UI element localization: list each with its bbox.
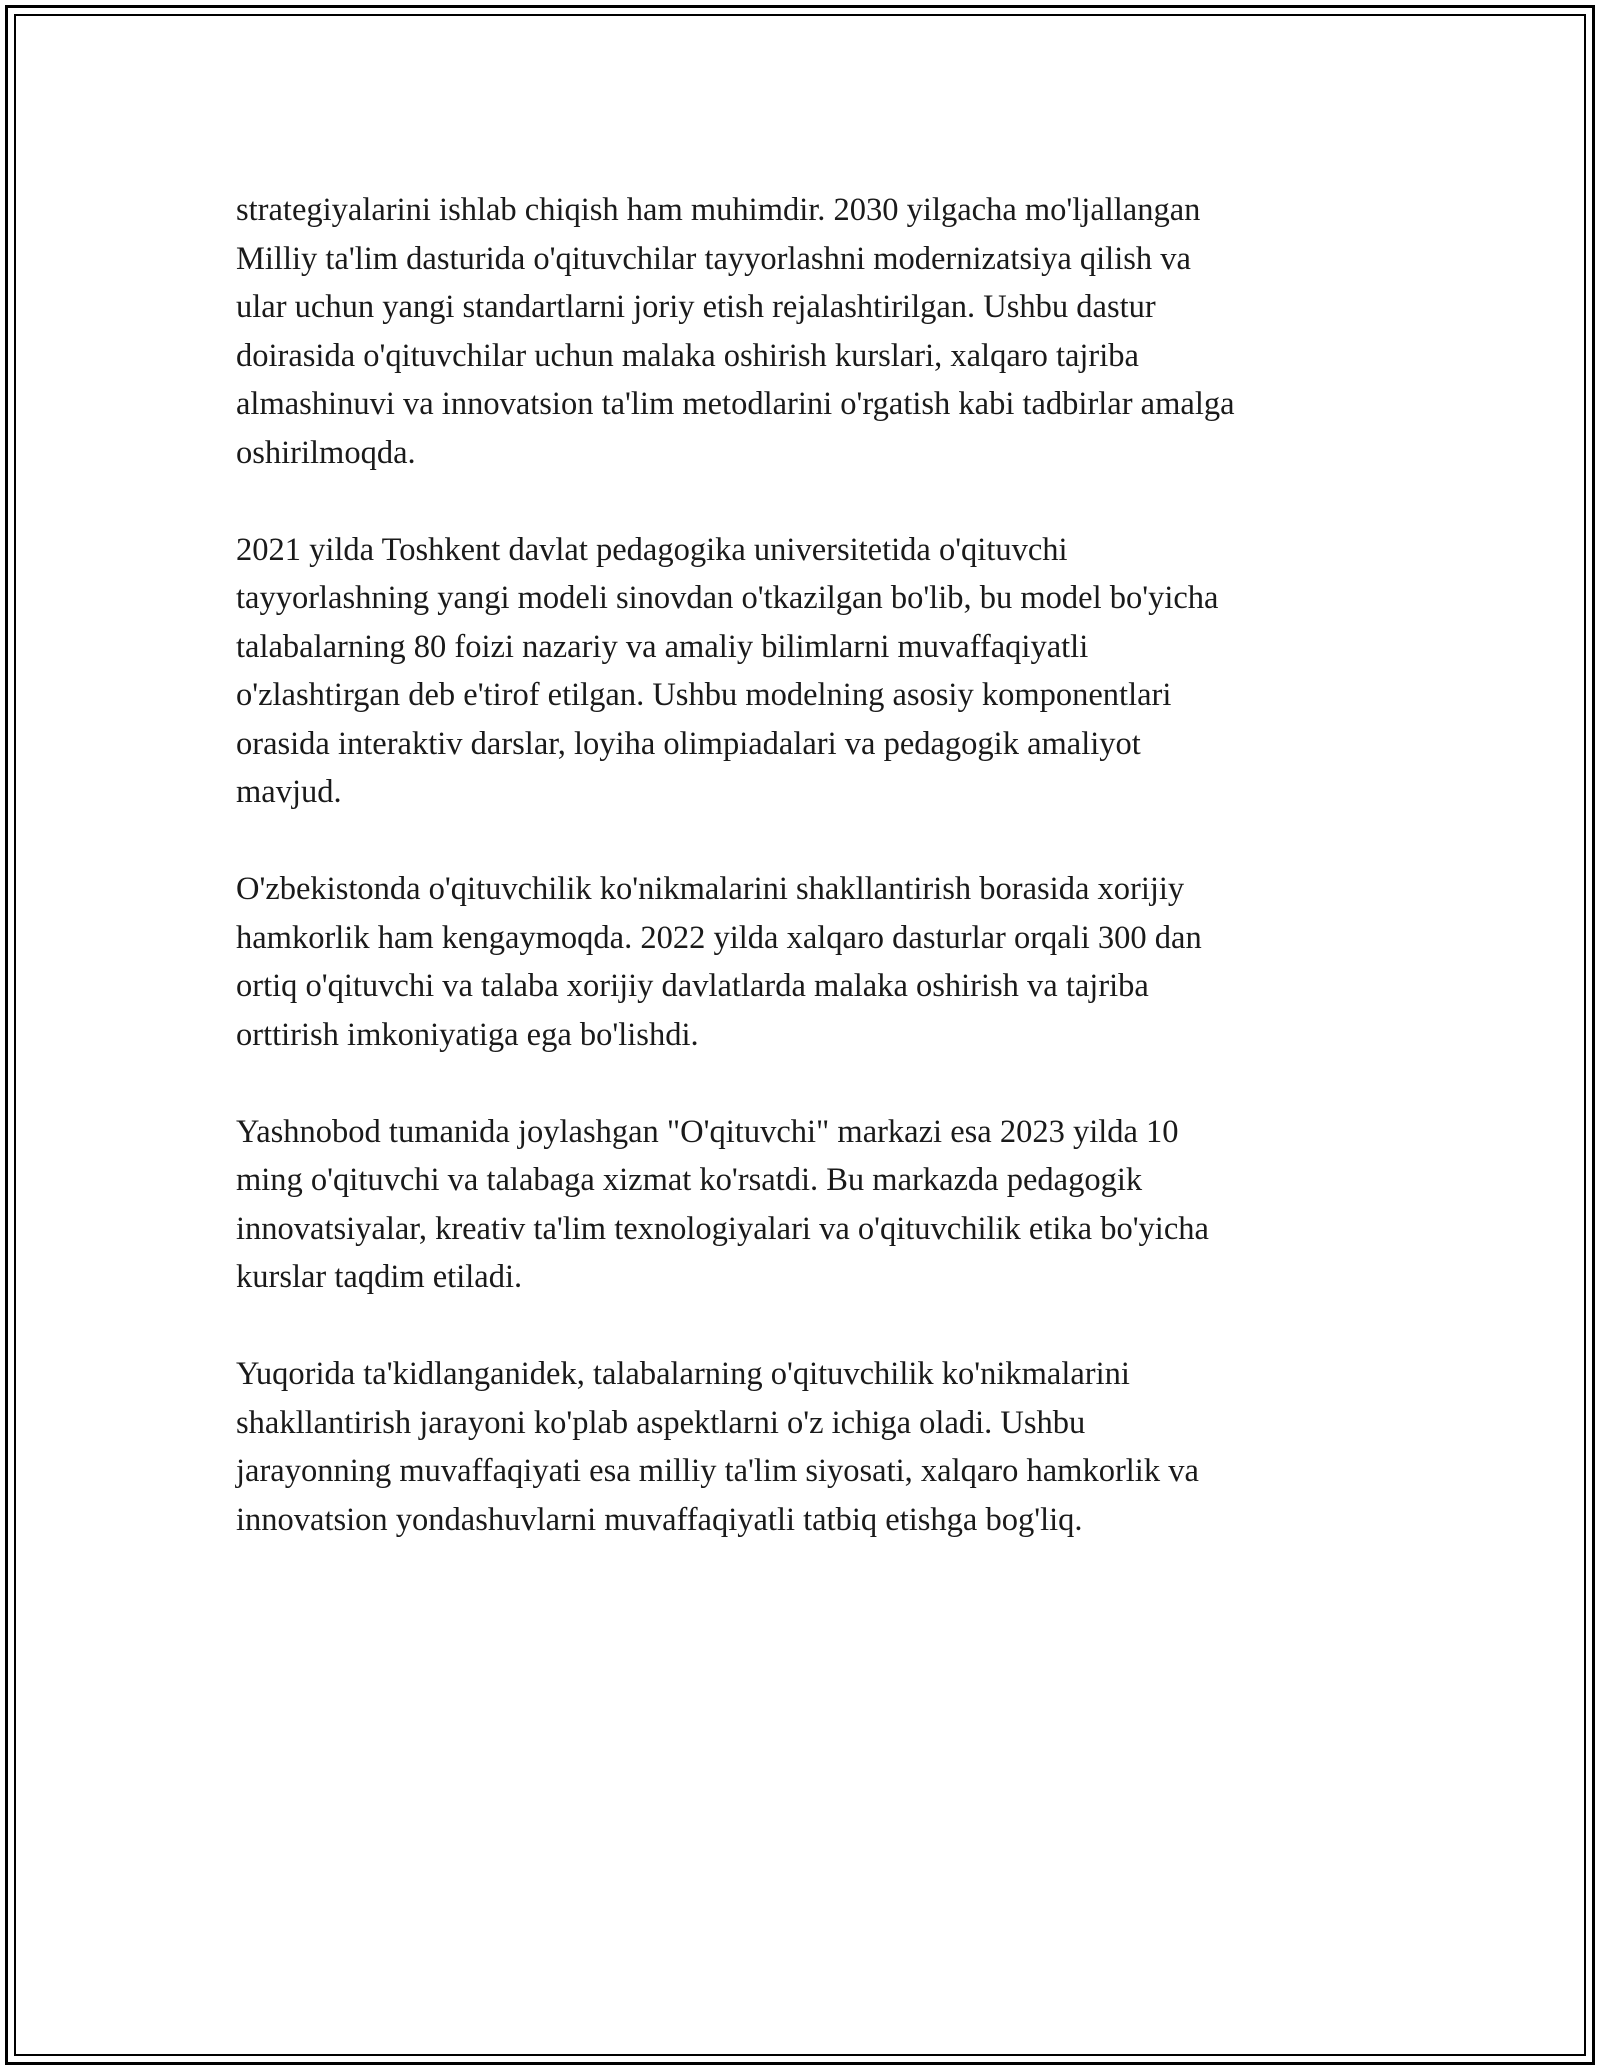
text-line: almashinuvi va innovatsion ta'lim metodlarini o'rgatish kabi tadbirlar amalga [236, 386, 1235, 422]
text-line: kurslar taqdim etiladi. [236, 1259, 523, 1295]
text-line: Yashnobod tumanida joylashgan "O'qituvchi" markazi esa 2023 yilda 10 [236, 1113, 1179, 1150]
text-line: doirasida o'qituvchilar uchun malaka oshirish kurslari, xalqaro tajriba [236, 337, 1139, 374]
paragraph-2 [236, 526, 1386, 817]
text-line: innovatsiyalar, kreativ ta'lim texnologiyalari va o'qituvchilik etika bo'yicha [236, 1210, 1209, 1247]
text-line: talabalarning 80 foizi nazariy va amaliy bilimlarni muvaffaqiyatli [236, 628, 1089, 665]
text-line: shakllantirish jarayoni ko'plab aspektlarni o'z ichiga oladi. Ushbu [236, 1404, 1086, 1441]
text-line: ortiq o'qituvchi va talaba xorijiy davlatlarda malaka oshirish va tajriba [236, 968, 1149, 1004]
text-line: o'zlashtirgan deb e'tirof etilgan. Ushbu modelning asosiy komponentlari [236, 677, 1172, 713]
text-line: strategiyalarini ishlab chiqish ham muhimdir. 2030 yilgacha mo'ljallangan [236, 192, 1201, 228]
text-line: Milliy ta'lim dasturida o'qituvchilar tayyorlashni modernizatsiya qilish va [236, 240, 1191, 277]
document-body [236, 186, 1386, 1593]
text-line: O'zbekistonda o'qituvchilik ko'nikmalarini shakllantirish borasida xorijiy [236, 871, 1185, 907]
text-line: ular uchun yangi standartlarni joriy etish rejalashtirilgan. Ushbu dastur [236, 289, 1156, 325]
text-line: hamkorlik ham kengaymoqda. 2022 yilda xalqaro dasturlar orqali 300 dan [236, 919, 1202, 956]
text-line: Yuqorida ta'kidlanganidek, talabalarning o'qituvchilik ko'nikmalarini [236, 1356, 1130, 1392]
paragraph-3 [236, 865, 1386, 1059]
paragraph-5 [236, 1350, 1386, 1544]
text-line: tayyorlashning yangi modeli sinovdan o'tkazilgan bo'lib, bu model bo'yicha [236, 580, 1219, 616]
text-line: orasida interaktiv darslar, loyiha olimpiadalari va pedagogik amaliyot [236, 725, 1141, 762]
text-line: orttirish imkoniyatiga ega bo'lishdi. [236, 1016, 699, 1053]
paragraph-4 [236, 1108, 1386, 1302]
text-line: ming o'qituvchi va talabaga xizmat ko'rsatdi. Bu markazda pedagogik [236, 1162, 1143, 1198]
paragraph-1 [236, 186, 1386, 477]
text-line: 2021 yilda Toshkent davlat pedagogika universitetida o'qituvchi [236, 531, 1068, 568]
text-line: innovatsion yondashuvlarni muvaffaqiyatli tatbiq etishga bog'liq. [236, 1501, 1083, 1538]
text-line: jarayonning muvaffaqiyati esa milliy ta'lim siyosati, xalqaro hamkorlik va [236, 1453, 1199, 1489]
text-line: mavjud. [236, 774, 342, 810]
text-line: oshirilmoqda. [236, 434, 416, 471]
